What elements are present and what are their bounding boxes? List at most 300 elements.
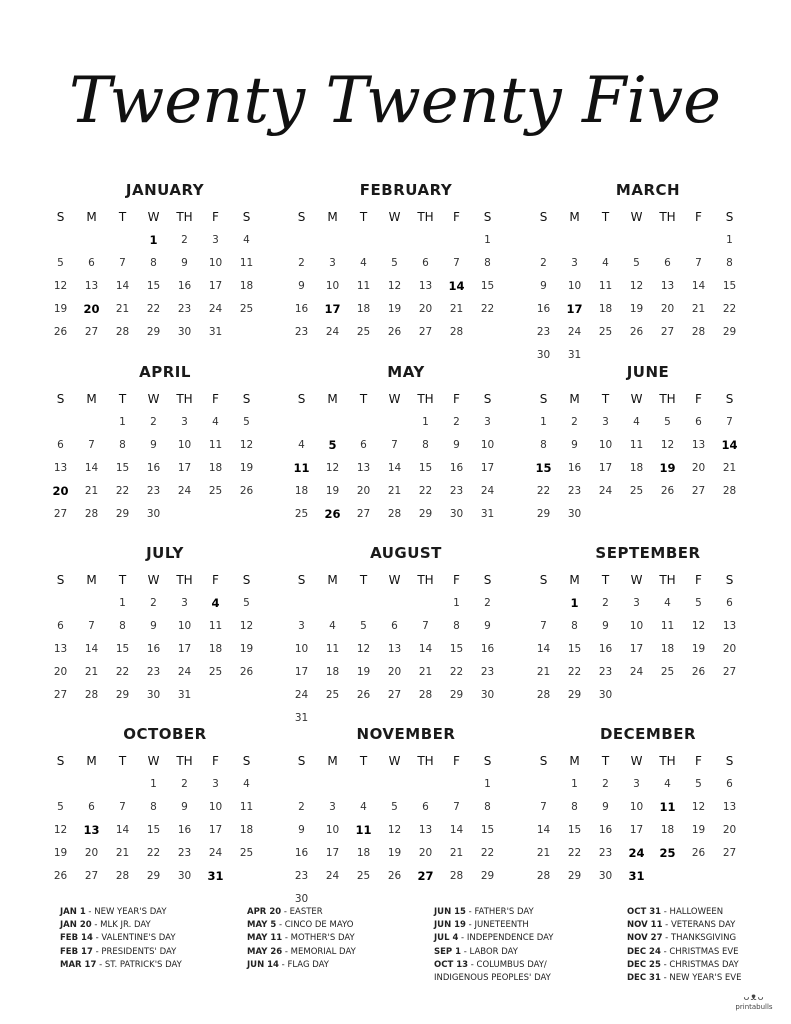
month-name: APRIL xyxy=(139,363,191,381)
holiday-name: MEMORIAL DAY xyxy=(290,946,356,957)
day-cell: 21 xyxy=(84,484,99,497)
day-cell: 21 xyxy=(536,846,551,859)
day-cell: 10 xyxy=(208,256,223,269)
day-cell: 3 xyxy=(181,415,188,428)
day-cell: 16 xyxy=(146,642,161,655)
day-cell: 22 xyxy=(146,846,161,859)
day-cell: 4 xyxy=(602,256,609,269)
day-cell: 17 xyxy=(566,301,583,316)
weekday-header xyxy=(528,387,768,410)
day-cell: 18 xyxy=(356,846,371,859)
day-cell: 7 xyxy=(119,256,126,269)
holiday-date: JUN 15 xyxy=(434,907,466,917)
day-cell: 3 xyxy=(633,596,640,609)
weekday-label: M xyxy=(86,572,97,587)
week-row xyxy=(528,637,768,660)
week-row xyxy=(286,297,526,320)
day-cell: 6 xyxy=(664,256,671,269)
holiday-item: FEB 14 - VALENTINE'S DAY xyxy=(60,933,176,944)
day-cell: 14 xyxy=(387,461,402,474)
day-cell: 10 xyxy=(629,800,644,813)
weekday-label: TH xyxy=(659,391,676,406)
day-cell: 1 xyxy=(453,596,460,609)
day-cell: 17 xyxy=(177,642,192,655)
day-cell: 20 xyxy=(84,846,99,859)
day-cell: 3 xyxy=(602,415,609,428)
holiday-name: ST. PATRICK'S DAY xyxy=(104,959,182,970)
day-cell: 8 xyxy=(119,619,126,632)
day-cell: 3 xyxy=(329,256,336,269)
day-cell: 11 xyxy=(239,800,254,813)
month-october xyxy=(45,724,285,887)
day-cell: 22 xyxy=(480,302,495,315)
weekday-label: T xyxy=(601,391,610,406)
holiday-item: SEP 1 - LABOR DAY xyxy=(434,946,518,957)
day-cell: 16 xyxy=(567,461,582,474)
month-name: SEPTEMBER xyxy=(595,544,701,562)
day-cell: 16 xyxy=(536,302,551,315)
day-cell: 27 xyxy=(84,869,99,882)
day-cell: 11 xyxy=(355,822,372,837)
weekday-label: M xyxy=(569,753,580,768)
weekday-label: M xyxy=(569,209,580,224)
day-cell: 20 xyxy=(418,846,433,859)
week-row xyxy=(528,591,768,614)
day-cell: 15 xyxy=(418,461,433,474)
day-cell: 7 xyxy=(88,438,95,451)
day-cell: 11 xyxy=(293,460,310,475)
day-cell: 24 xyxy=(567,325,582,338)
day-cell: 30 xyxy=(177,325,192,338)
holiday-item: OCT 31 - HALLOWEEN xyxy=(627,907,724,917)
day-cell: 28 xyxy=(115,325,130,338)
day-cell: 22 xyxy=(567,665,582,678)
day-cell: 1 xyxy=(570,595,579,610)
day-cell: 2 xyxy=(298,800,305,813)
day-cell: 23 xyxy=(598,846,613,859)
day-cell: 5 xyxy=(328,437,337,452)
day-cell: 24 xyxy=(177,665,192,678)
day-cell: 25 xyxy=(208,665,223,678)
holiday-name: FATHER'S DAY xyxy=(474,907,534,917)
day-cell: 16 xyxy=(146,461,161,474)
holiday-date: JUL 4 xyxy=(434,933,459,944)
month-name: MARCH xyxy=(615,181,681,199)
week-row xyxy=(528,456,768,479)
day-cell: 25 xyxy=(208,484,223,497)
weekday-header xyxy=(45,387,285,410)
day-cell: 6 xyxy=(422,256,429,269)
week-row xyxy=(45,502,285,525)
day-cell: 28 xyxy=(722,484,737,497)
day-cell: 7 xyxy=(726,415,733,428)
day-cell: 6 xyxy=(695,415,702,428)
day-cell: 2 xyxy=(540,256,547,269)
day-cell: 4 xyxy=(243,777,250,790)
week-row xyxy=(286,660,526,683)
week-row xyxy=(528,433,768,456)
day-cell: 1 xyxy=(149,232,158,247)
holiday-item: APR 20 - EASTER xyxy=(247,907,323,917)
day-cell: 10 xyxy=(208,800,223,813)
weekday-label: W xyxy=(630,572,643,587)
day-cell: 24 xyxy=(325,869,340,882)
day-cell: 30 xyxy=(598,869,613,882)
week-row xyxy=(286,479,526,502)
weekday-label: S xyxy=(56,572,65,587)
day-cell: 3 xyxy=(633,777,640,790)
day-cell: 5 xyxy=(695,777,702,790)
day-cell: 20 xyxy=(660,302,675,315)
day-cell: 14 xyxy=(691,279,706,292)
week-row xyxy=(45,479,285,502)
week-row xyxy=(528,772,768,795)
weekday-label: M xyxy=(327,572,338,587)
weekday-label: TH xyxy=(659,572,676,587)
weekday-label: S xyxy=(297,209,306,224)
holiday-date: SEP 1 xyxy=(434,946,462,957)
week-row xyxy=(528,614,768,637)
day-cell: 18 xyxy=(660,642,675,655)
week-row xyxy=(45,795,285,818)
day-cell: 27 xyxy=(722,846,737,859)
weekday-label: T xyxy=(118,753,127,768)
holiday-item: JUN 14 - FLAG DAY xyxy=(247,959,329,970)
day-cell: 21 xyxy=(449,302,464,315)
day-cell: 23 xyxy=(146,665,161,678)
holiday-date: FEB 17 xyxy=(60,946,93,957)
holiday-item: JUN 15 - FATHER'S DAY xyxy=(434,907,534,917)
weekday-label: M xyxy=(569,572,580,587)
week-row xyxy=(528,683,768,706)
weekday-label: S xyxy=(725,572,734,587)
holiday-column xyxy=(247,906,356,972)
day-cell: 31 xyxy=(207,868,224,883)
week-row xyxy=(286,614,526,637)
holiday-name: EASTER xyxy=(289,907,323,917)
holiday-item: NOV 11 - VETERANS DAY xyxy=(627,920,736,931)
weekday-label: F xyxy=(453,753,460,768)
day-cell: 30 xyxy=(146,688,161,701)
holiday-name: INDEPENDENCE DAY xyxy=(466,933,554,944)
holiday-name: CHRISTMAS DAY xyxy=(669,959,739,970)
month-name: DECEMBER xyxy=(599,725,697,743)
month-january xyxy=(45,180,285,343)
day-cell: 6 xyxy=(422,800,429,813)
day-cell: 12 xyxy=(356,642,371,655)
day-cell: 1 xyxy=(484,777,491,790)
week-row xyxy=(45,841,285,864)
day-cell: 30 xyxy=(177,869,192,882)
day-cell: 7 xyxy=(391,438,398,451)
day-cell: 18 xyxy=(660,823,675,836)
day-cell: 26 xyxy=(629,325,644,338)
day-cell: 6 xyxy=(88,800,95,813)
day-cell: 19 xyxy=(239,642,254,655)
day-cell: 30 xyxy=(146,507,161,520)
day-cell: 4 xyxy=(360,256,367,269)
day-cell: 2 xyxy=(484,596,491,609)
day-cell: 24 xyxy=(480,484,495,497)
day-cell: 31 xyxy=(628,868,645,883)
day-cell: 13 xyxy=(84,279,99,292)
day-cell: 11 xyxy=(598,279,613,292)
month-name: JULY xyxy=(146,544,184,562)
week-row xyxy=(45,818,285,841)
weekday-label: W xyxy=(388,753,401,768)
day-cell: 26 xyxy=(691,665,706,678)
day-cell: 2 xyxy=(181,777,188,790)
day-cell: 25 xyxy=(325,688,340,701)
day-cell: 20 xyxy=(418,302,433,315)
holiday-name: HALLOWEEN xyxy=(669,907,724,917)
holiday-name: MLK JR. DAY xyxy=(100,920,151,931)
holiday-date: OCT 31 xyxy=(627,907,662,917)
weekday-label: S xyxy=(725,209,734,224)
weekday-label: M xyxy=(86,753,97,768)
holiday-name: JUNETEENTH xyxy=(474,920,529,931)
day-cell: 10 xyxy=(325,279,340,292)
day-cell: 7 xyxy=(540,800,547,813)
day-cell: 21 xyxy=(722,461,737,474)
day-cell: 16 xyxy=(177,279,192,292)
day-cell: 23 xyxy=(598,665,613,678)
day-cell: 12 xyxy=(239,438,254,451)
month-november xyxy=(286,724,526,910)
day-cell: 21 xyxy=(418,665,433,678)
day-cell: 10 xyxy=(294,642,309,655)
day-cell: 11 xyxy=(629,438,644,451)
day-cell: 15 xyxy=(567,642,582,655)
day-cell: 25 xyxy=(356,325,371,338)
day-cell: 21 xyxy=(115,846,130,859)
day-cell: 29 xyxy=(146,325,161,338)
day-cell: 31 xyxy=(177,688,192,701)
day-cell: 22 xyxy=(146,302,161,315)
day-cell: 31 xyxy=(208,325,223,338)
day-cell: 3 xyxy=(571,256,578,269)
day-cell: 17 xyxy=(629,642,644,655)
day-cell: 5 xyxy=(57,800,64,813)
day-cell: 16 xyxy=(598,642,613,655)
day-cell: 19 xyxy=(53,302,68,315)
day-cell: 28 xyxy=(691,325,706,338)
day-cell: 13 xyxy=(660,279,675,292)
holiday-date: JUN 14 xyxy=(247,959,279,970)
day-cell: 23 xyxy=(177,846,192,859)
day-cell: 21 xyxy=(536,665,551,678)
day-cell: 25 xyxy=(239,846,254,859)
weekday-label: S xyxy=(725,391,734,406)
day-cell: 23 xyxy=(480,665,495,678)
day-cell: 2 xyxy=(298,256,305,269)
weekday-label: T xyxy=(359,209,368,224)
weekday-header xyxy=(45,568,285,591)
day-cell: 11 xyxy=(325,642,340,655)
week-row xyxy=(45,772,285,795)
month-name: JUNE xyxy=(626,363,670,381)
day-cell: 17 xyxy=(294,665,309,678)
day-cell: 14 xyxy=(84,642,99,655)
week-row xyxy=(528,274,768,297)
day-cell: 28 xyxy=(84,507,99,520)
holiday-item: DEC 24 - CHRISTMAS EVE xyxy=(627,946,739,957)
weekday-label: S xyxy=(539,753,548,768)
month-name: JANUARY xyxy=(125,181,205,199)
day-cell: 8 xyxy=(422,438,429,451)
weekday-header xyxy=(45,749,285,772)
holiday-item: MAY 26 - MEMORIAL DAY xyxy=(247,946,356,957)
day-cell: 8 xyxy=(726,256,733,269)
day-cell: 1 xyxy=(726,233,733,246)
day-cell: 7 xyxy=(540,619,547,632)
day-cell: 29 xyxy=(536,507,551,520)
day-cell: 29 xyxy=(567,869,582,882)
holiday-column xyxy=(60,906,182,972)
holiday-date: MAY 11 xyxy=(247,933,283,944)
day-cell: 26 xyxy=(387,869,402,882)
week-row xyxy=(286,818,526,841)
holiday-item: NOV 27 - THANKSGIVING xyxy=(627,933,737,944)
weekday-label: F xyxy=(453,572,460,587)
holiday-item: DEC 31 - NEW YEAR'S EVE xyxy=(627,973,742,984)
week-row xyxy=(45,456,285,479)
weekday-label: TH xyxy=(659,753,676,768)
day-cell: 26 xyxy=(239,484,254,497)
day-cell: 4 xyxy=(329,619,336,632)
month-september xyxy=(528,543,768,706)
holiday-name: COLUMBUS DAY/ xyxy=(476,959,547,970)
weekday-header xyxy=(45,205,285,228)
script-title: Twenty Twenty Five xyxy=(69,64,721,138)
day-cell: 5 xyxy=(360,619,367,632)
day-cell: 27 xyxy=(722,665,737,678)
day-cell: 9 xyxy=(150,619,157,632)
weekday-label: S xyxy=(725,753,734,768)
day-cell: 6 xyxy=(726,777,733,790)
day-cell: 4 xyxy=(360,800,367,813)
day-cell: 6 xyxy=(726,596,733,609)
day-cell: 14 xyxy=(721,437,738,452)
day-cell: 2 xyxy=(150,415,157,428)
day-cell: 12 xyxy=(691,800,706,813)
day-cell: 1 xyxy=(119,415,126,428)
weekday-label: S xyxy=(539,391,548,406)
weekday-label: S xyxy=(242,753,251,768)
weekday-label: T xyxy=(601,753,610,768)
day-cell: 27 xyxy=(356,507,371,520)
day-cell: 5 xyxy=(57,256,64,269)
month-july xyxy=(45,543,285,706)
holiday-name: VETERANS DAY xyxy=(670,920,736,931)
day-cell: 12 xyxy=(660,438,675,451)
week-row xyxy=(45,410,285,433)
month-june xyxy=(528,362,768,525)
day-cell: 31 xyxy=(567,348,582,361)
holiday-date: APR 20 xyxy=(247,907,282,917)
weekday-label: S xyxy=(242,572,251,587)
day-cell: 18 xyxy=(325,665,340,678)
week-row xyxy=(528,841,768,864)
day-cell: 19 xyxy=(387,846,402,859)
day-cell: 29 xyxy=(146,869,161,882)
holiday-item: JUL 4 - INDEPENDENCE DAY xyxy=(434,933,554,944)
bunny-icon: ᴗᴥᴗ xyxy=(743,992,765,1003)
day-cell: 11 xyxy=(660,619,675,632)
weekday-label: S xyxy=(56,753,65,768)
holiday-name: FLAG DAY xyxy=(287,959,329,970)
day-cell: 3 xyxy=(298,619,305,632)
month-march xyxy=(528,180,768,366)
holiday-item: JAN 20 - MLK JR. DAY xyxy=(60,920,151,931)
day-cell: 24 xyxy=(208,302,223,315)
week-row xyxy=(45,683,285,706)
day-cell: 18 xyxy=(629,461,644,474)
weekday-label: T xyxy=(601,209,610,224)
day-cell: 26 xyxy=(324,506,341,521)
weekday-label: M xyxy=(86,209,97,224)
day-cell: 16 xyxy=(598,823,613,836)
day-cell: 27 xyxy=(417,868,434,883)
holiday-name: INDIGENOUS PEOPLES' DAY xyxy=(434,973,551,984)
holiday-column xyxy=(627,906,741,985)
month-name: OCTOBER xyxy=(123,725,207,743)
day-cell: 22 xyxy=(418,484,433,497)
day-cell: 17 xyxy=(629,823,644,836)
holiday-date: JAN 20 xyxy=(60,920,92,931)
day-cell: 12 xyxy=(53,823,68,836)
day-cell: 7 xyxy=(453,800,460,813)
week-row xyxy=(45,864,285,887)
day-cell: 7 xyxy=(453,256,460,269)
day-cell: 18 xyxy=(356,302,371,315)
month-august xyxy=(286,543,526,729)
weekday-label: W xyxy=(147,209,160,224)
day-cell: 14 xyxy=(536,823,551,836)
week-row xyxy=(286,502,526,525)
holiday-item xyxy=(434,972,554,985)
week-row xyxy=(528,818,768,841)
week-row xyxy=(45,320,285,343)
day-cell: 17 xyxy=(177,461,192,474)
day-cell: 24 xyxy=(208,846,223,859)
day-cell: 27 xyxy=(660,325,675,338)
week-row xyxy=(286,320,526,343)
weekday-header xyxy=(528,205,768,228)
day-cell: 5 xyxy=(391,800,398,813)
day-cell: 28 xyxy=(449,869,464,882)
day-cell: 1 xyxy=(119,596,126,609)
holiday-item: JUN 19 - JUNETEENTH xyxy=(434,920,529,931)
day-cell: 23 xyxy=(294,869,309,882)
day-cell: 23 xyxy=(177,302,192,315)
day-cell: 28 xyxy=(449,325,464,338)
day-cell: 10 xyxy=(598,438,613,451)
day-cell: 1 xyxy=(540,415,547,428)
printabulls-logo xyxy=(733,992,775,1018)
day-cell: 20 xyxy=(722,823,737,836)
day-cell: 20 xyxy=(722,642,737,655)
day-cell: 5 xyxy=(695,596,702,609)
day-cell: 16 xyxy=(449,461,464,474)
day-cell: 25 xyxy=(659,845,676,860)
weekday-label: TH xyxy=(176,572,193,587)
day-cell: 30 xyxy=(536,348,551,361)
day-cell: 26 xyxy=(387,325,402,338)
weekday-label: S xyxy=(539,572,548,587)
day-cell: 17 xyxy=(324,301,341,316)
day-cell: 13 xyxy=(53,642,68,655)
